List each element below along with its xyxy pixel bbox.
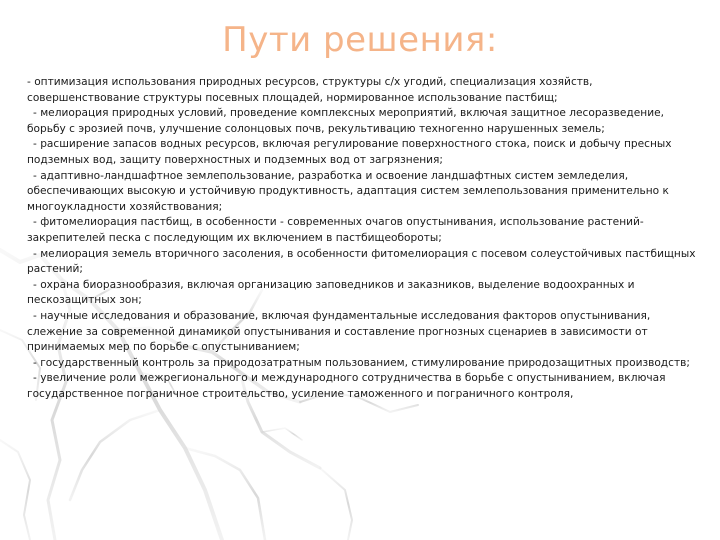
solution-item: - научные исследования и образование, включая фундаментальные исследования факторов опустынивания, слежение за современной динамикой опустынивания и составление прогнозных сценариев в зависимости от принимаемых мер по борьбе с опустыниванием;: [27, 309, 651, 354]
solution-item: - фитомелиорация пастбищ, в особенности - современных очагов опустынивания, использование растений-закрепителей песка с последующим их включением в пастбищеобороты;: [27, 216, 644, 244]
solution-item: - расширение запасов водных ресурсов, включая регулирование поверхностного стока, поиск и добычу пресных подземных вод, защиту поверхностных и подземных вод от загрязнения;: [27, 138, 672, 166]
solution-item: - мелиорация земель вторичного засоления, в особенности фитомелиорация с посевом солеустойчивых пастбищных растений;: [27, 247, 696, 276]
solution-item: - мелиорация природных условий, проведение комплексных мероприятий, включая защитное лесоразведение, борьбу с эрозией почв, улучшение солонцовых почв, рекультивацию техногенно нарушенных земель;: [27, 107, 664, 135]
solution-item: - государственный контроль за природозатратным пользованием, стимулирование природозащитных производств;: [33, 356, 690, 369]
solution-item: - адаптивно-ландшафтное землепользование, разработка и освоение ландшафтных систем земледелия, обеспечивающих высокую и устойчивую продуктивность, адаптация систем землепользования применительно к многоукладности хозяйствования;: [27, 169, 669, 213]
slide-title: Пути решения:: [222, 20, 498, 60]
solution-item: - увеличение роли межрегионального и международного сотрудничества в борьбе с опустыниванием, включая государственное пограничное строительство, усиление таможенного и пограничного контроля,: [27, 372, 666, 400]
solution-item: - охрана биоразнообразия, включая организацию заповедников и заказников, выделение водоохранных и пескозащитных зон;: [27, 278, 635, 307]
solutions-list: [27, 75, 697, 402]
solution-item: - оптимизация использования природных ресурсов, структуры с/х угодий, специализация хозяйств, совершенствование структуры посевных площадей, нормированное использование пастбищ;: [27, 76, 593, 104]
